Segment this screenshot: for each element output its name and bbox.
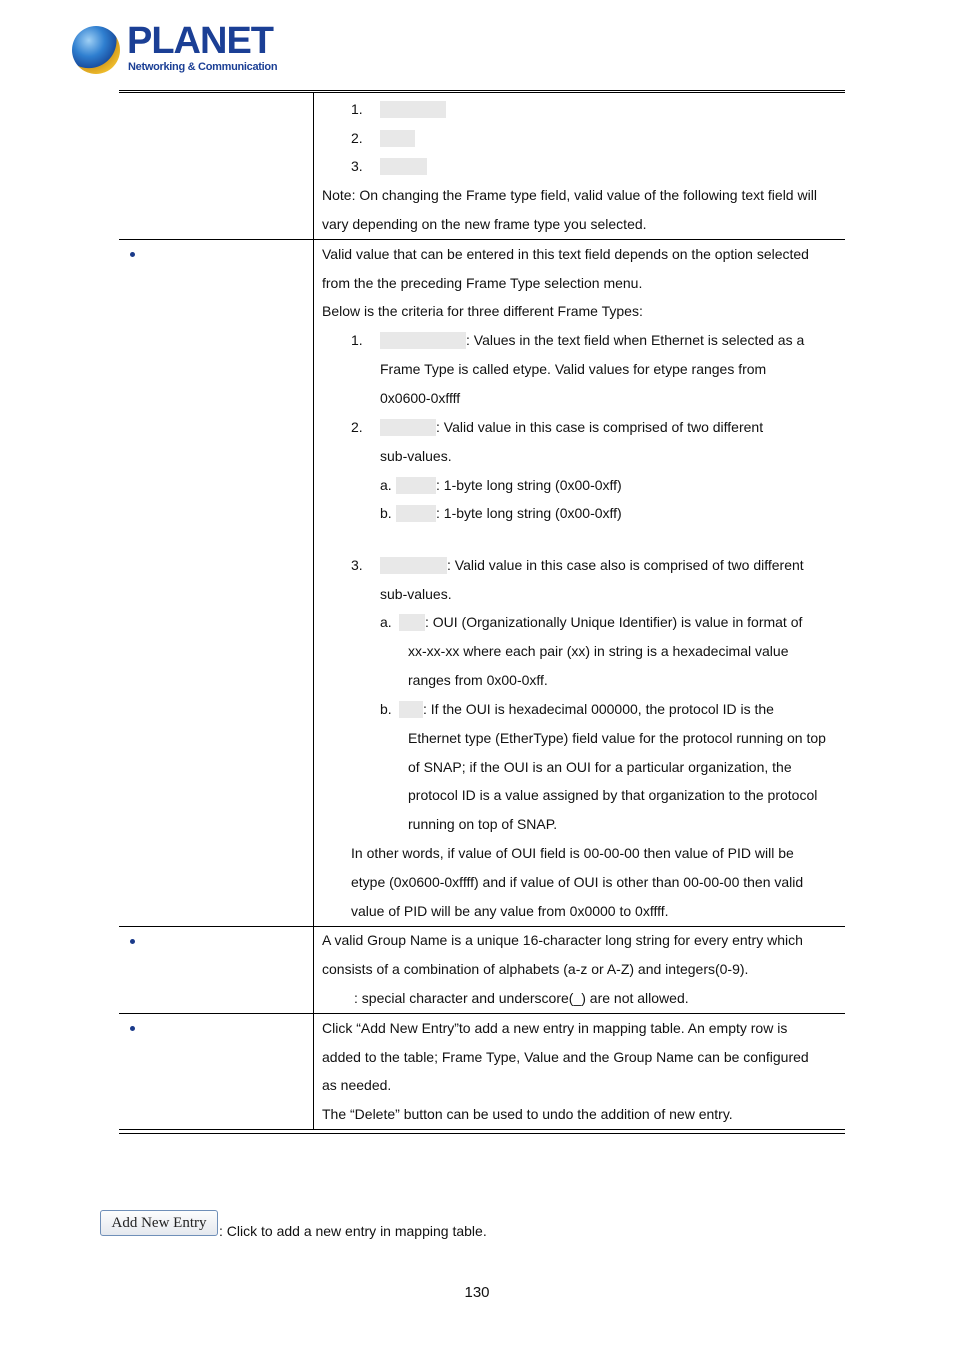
llc-criteria: sub-values. — [380, 448, 452, 464]
snap-oui: xx-xx-xx where each pair (xx) in string is a hexadecimal value — [408, 643, 789, 659]
redacted-text — [380, 130, 415, 147]
group-name-note: : special character and underscore(_) are not allowed. — [354, 990, 689, 1006]
delete-description: added to the table; Frame Type, Value and the Group Name can be configured — [322, 1049, 809, 1065]
globe-icon — [72, 26, 120, 74]
list-letter: b. — [380, 701, 392, 717]
add-new-entry-button[interactable]: Add New Entry — [100, 1210, 218, 1236]
frame-type-item-2: 2. — [351, 130, 363, 146]
snap-pid: of SNAP; if the OUI is an OUI for a particular organization, the — [408, 759, 792, 775]
table-column-divider — [313, 93, 314, 1130]
redacted-text — [380, 419, 436, 436]
bullet-icon — [130, 1026, 135, 1031]
ethernet-criteria: Frame Type is called etype. Valid values for etype ranges from — [380, 361, 767, 377]
llc-subvalue: : 1-byte long string (0x00-0xff) — [436, 505, 622, 521]
row-divider — [119, 1013, 845, 1014]
snap-pid: Ethernet type (EtherType) field value for the protocol running on top — [408, 730, 826, 746]
redacted-text — [380, 101, 446, 118]
list-letter: b. — [380, 505, 392, 521]
list-number: 2. — [351, 419, 363, 435]
brand-name: PLANET — [127, 20, 273, 62]
table-bottom-rule — [119, 1129, 845, 1134]
bullet-icon — [130, 939, 135, 944]
redacted-text — [399, 614, 425, 631]
snap-criteria: : Valid value in this case also is comprised of two different — [447, 557, 804, 573]
snap-oui: ranges from 0x00-0xff. — [408, 672, 548, 688]
redacted-text — [396, 477, 436, 494]
delete-description: as needed. — [322, 1077, 392, 1093]
list-number: 3. — [351, 557, 363, 573]
redacted-text — [380, 332, 466, 349]
delete-description: The “Delete” button can be used to undo the addition of new entry. — [322, 1106, 733, 1122]
list-number: 1. — [351, 332, 363, 348]
value-description: Valid value that can be entered in this text field depends on the option selected — [322, 246, 809, 262]
add-entry-description: : Click to add a new entry in mapping table. — [219, 1223, 487, 1239]
delete-description: Click “Add New Entry”to add a new entry in mapping table. An empty row is — [322, 1020, 788, 1036]
snap-pid: running on top of SNAP. — [408, 816, 558, 832]
redacted-text — [396, 505, 436, 522]
frame-type-item-1: 1. — [351, 101, 363, 117]
redacted-text — [380, 557, 447, 574]
value-description: from the the preceding Frame Type selection menu. — [322, 275, 643, 291]
other-words: etype (0x0600-0xffff) and if value of OUI is other than 00-00-00 then valid — [351, 874, 804, 890]
list-letter: a. — [380, 477, 392, 493]
brand-tagline: Networking & Communication — [128, 61, 278, 73]
ethernet-criteria: 0x0600-0xffff — [380, 390, 461, 406]
redacted-text — [380, 158, 427, 175]
group-name-description: A valid Group Name is a unique 16-character long string for every entry which — [322, 932, 803, 948]
value-description: Below is the criteria for three different Frame Types: — [322, 303, 643, 319]
llc-criteria: : Valid value in this case is comprised of two different — [436, 419, 764, 435]
other-words: value of PID will be any value from 0x0000 to 0xffff. — [351, 903, 669, 919]
planet-logo — [72, 20, 278, 78]
list-letter: a. — [380, 614, 392, 630]
snap-pid: : If the OUI is hexadecimal 000000, the protocol ID is the — [423, 701, 774, 717]
ethernet-criteria: : Values in the text field when Ethernet is selected as a — [466, 332, 805, 348]
snap-oui: : OUI (Organizationally Unique Identifier) is value in format of — [425, 614, 803, 630]
frame-type-note: vary depending on the new frame type you selected. — [322, 216, 647, 232]
group-name-description: consists of a combination of alphabets (a-z or A-Z) and integers(0-9). — [322, 961, 749, 977]
table-top-rule — [119, 90, 845, 93]
frame-type-item-3: 3. — [351, 158, 363, 174]
row-divider — [119, 926, 845, 927]
bullet-icon — [130, 252, 135, 257]
snap-pid: protocol ID is a value assigned by that organization to the protocol — [408, 787, 818, 803]
frame-type-note: Note: On changing the Frame type field, valid value of the following text field will — [322, 187, 817, 203]
other-words: In other words, if value of OUI field is 00-00-00 then value of PID will be — [351, 845, 794, 861]
page-number: 130 — [464, 1284, 490, 1301]
row-divider — [119, 239, 845, 240]
redacted-text — [399, 701, 423, 718]
llc-subvalue: : 1-byte long string (0x00-0xff) — [436, 477, 622, 493]
snap-criteria: sub-values. — [380, 586, 452, 602]
